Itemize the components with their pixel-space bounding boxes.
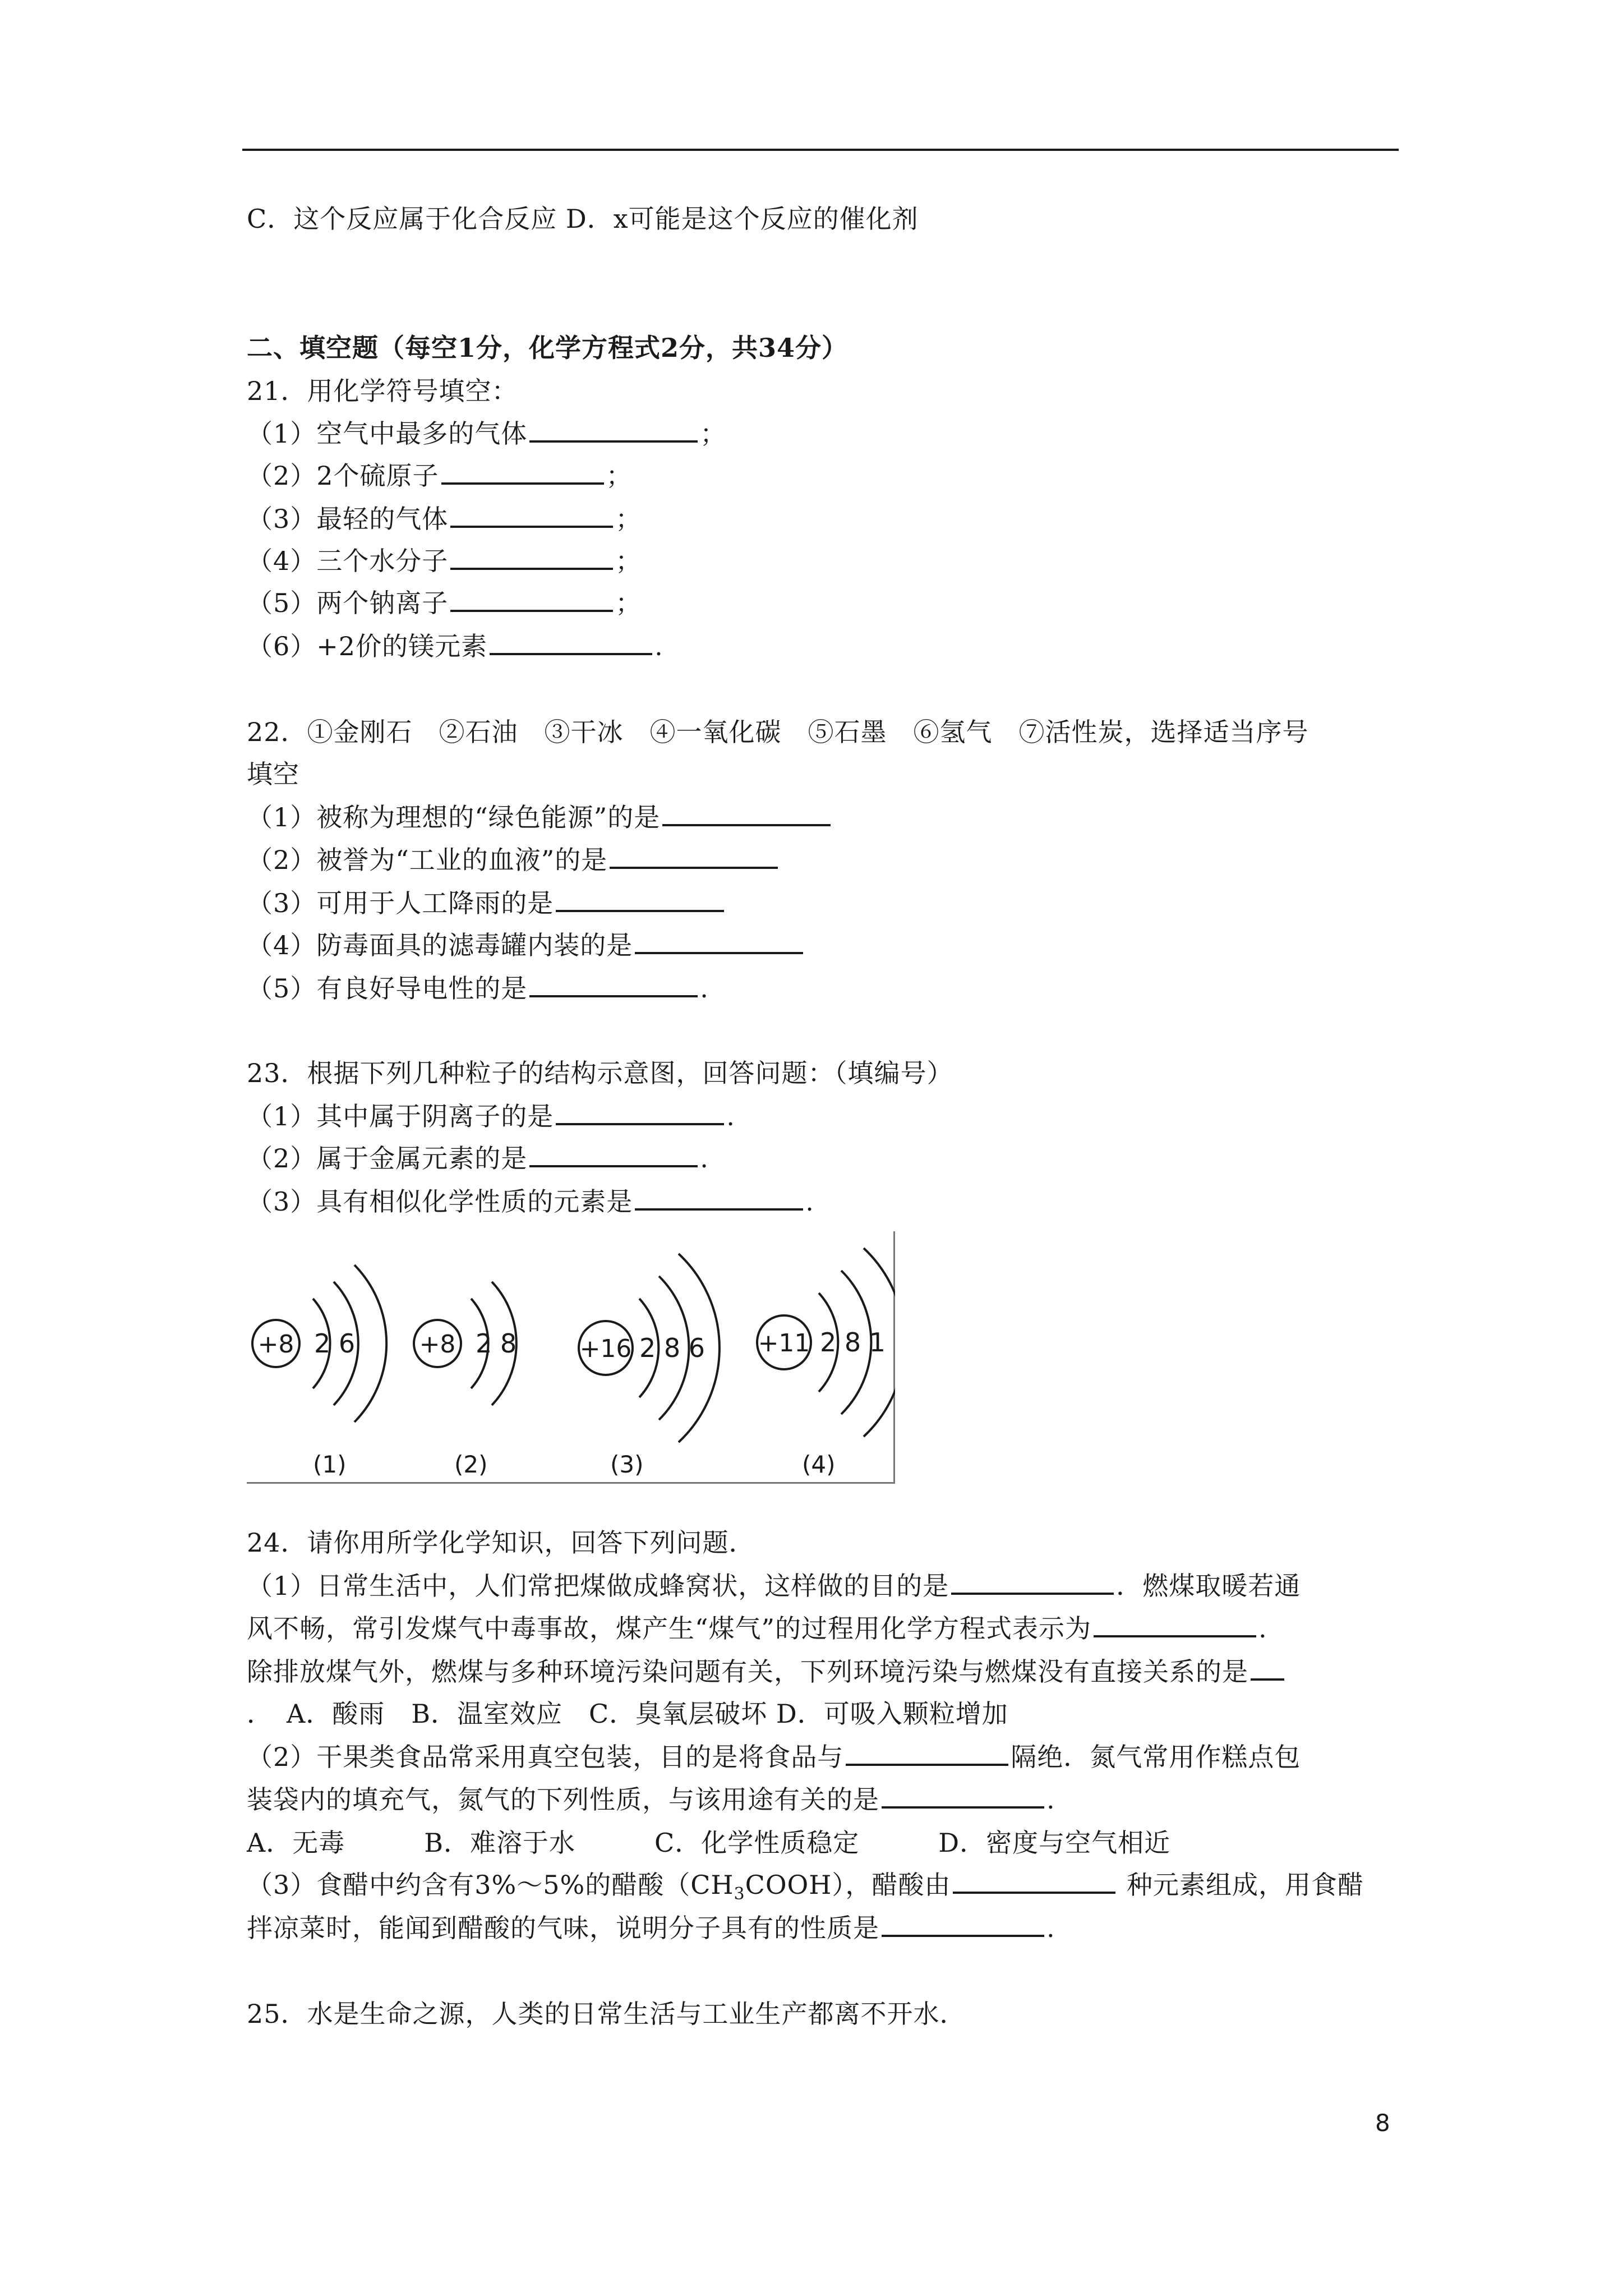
item-text: 装袋内的填充气，氮气的下列性质，与该用途有关的是 <box>247 1784 879 1815</box>
question-23-item-1 <box>247 1099 735 1133</box>
item-text: （2）2个硫原子 <box>247 461 439 491</box>
question-22-cont: 填空 <box>247 759 299 789</box>
item-text: （1）日常生活中，人们常把煤做成蜂窝状，这样做的目的是 <box>247 1571 949 1601</box>
option-line-cd: C．这个反应属于化合反应 D．x可能是这个反应的催化剂 <box>247 204 919 234</box>
question-21-item-4 <box>247 544 642 578</box>
answer-blank[interactable] <box>450 544 613 570</box>
electron-config: 2 8 6 <box>639 1333 706 1363</box>
answer-blank[interactable] <box>1251 1655 1284 1681</box>
item-text: 种元素组成，用食醋 <box>1118 1870 1364 1900</box>
nucleus-charge: +11 <box>758 1329 810 1358</box>
electron-config: 2 8 <box>476 1328 517 1359</box>
question-22-item-1 <box>247 800 833 834</box>
punct: . <box>700 973 709 1004</box>
answer-blank[interactable] <box>556 1099 724 1125</box>
item-text: 风不畅，常引发煤气中毒事故，煤产生“煤气”的过程用化学方程式表示为 <box>247 1613 1092 1644</box>
question-24-line-7: A．无毒 B．难溶于水 C．化学性质稳定 D．密度与空气相近 <box>247 1828 1171 1858</box>
figure-label: (1) <box>313 1451 347 1478</box>
question-24-line-6 <box>247 1783 1055 1816</box>
punct: . <box>1046 1913 1055 1943</box>
item-text: （1）其中属于阴离子的是 <box>247 1101 554 1131</box>
question-21: 21．用化学符号填空： <box>247 376 518 406</box>
question-25: 25．水是生命之源，人类的日常生活与工业生产都离不开水． <box>247 1999 966 2029</box>
item-text: （2）干果类食品常采用真空包装，目的是将食品与 <box>247 1742 844 1772</box>
question-24: 24．请你用所学化学知识，回答下列问题． <box>247 1527 755 1558</box>
question-22-item-4 <box>247 928 805 962</box>
question-24-line-8 <box>247 1868 1364 1911</box>
question-23-item-2 <box>247 1142 709 1175</box>
question-24-line-2 <box>247 1612 1267 1645</box>
electron-config: 2 8 1 <box>820 1327 886 1358</box>
nucleus-charge: +16 <box>579 1335 632 1363</box>
punct: ； <box>615 546 642 576</box>
question-24-line-1 <box>247 1569 1301 1603</box>
item-text: 拌凉菜时，能闻到醋酸的气味，说明分子具有的性质是 <box>247 1913 879 1943</box>
answer-blank[interactable] <box>846 1740 1008 1766</box>
punct: . <box>1258 1613 1267 1644</box>
answer-blank[interactable] <box>529 417 698 443</box>
atom-diagrams <box>247 1231 895 1484</box>
answer-blank[interactable] <box>635 928 803 954</box>
question-22-item-3 <box>247 886 726 920</box>
answer-blank[interactable] <box>610 843 778 869</box>
punct: ； <box>615 504 642 534</box>
item-text: （3）可用于人工降雨的是 <box>247 888 554 918</box>
question-23: 23．根据下列几种粒子的结构示意图，回答问题：（填编号） <box>247 1058 953 1088</box>
item-text: （3）食醋中约含有3%～5%的醋酸（CH <box>247 1870 734 1900</box>
question-23-item-3 <box>247 1185 814 1218</box>
nucleus-charge: +8 <box>419 1330 456 1359</box>
figure-label: (3) <box>610 1451 644 1478</box>
item-text: （5）有良好导电性的是 <box>247 973 528 1004</box>
header-rule <box>242 149 1399 151</box>
answer-blank[interactable] <box>450 502 613 528</box>
punct: . <box>726 1101 735 1131</box>
figure-label: (2) <box>454 1451 488 1478</box>
punct: ； <box>700 418 727 449</box>
item-text: （2）属于金属元素的是 <box>247 1143 528 1174</box>
item-text: （1）空气中最多的气体 <box>247 418 528 449</box>
question-24-line-5 <box>247 1740 1301 1774</box>
question-21-item-1 <box>247 417 726 450</box>
question-22: 22．①金刚石 ②石油 ③干冰 ④一氧化碳 ⑤石墨 ⑥氢气 ⑦活性炭，选择适当序号 <box>247 717 1309 747</box>
punct: . <box>654 631 663 661</box>
answer-blank[interactable] <box>951 1569 1114 1595</box>
question-24-line-4: ． A．酸雨 B．温室效应 C．臭氧层破坏 D．可吸入颗粒增加 <box>247 1699 1008 1729</box>
question-21-item-3 <box>247 502 642 536</box>
question-24-line-3 <box>247 1655 1287 1688</box>
page-number: 8 <box>1375 2109 1390 2137</box>
item-text: ．燃煤取暖若通 <box>1116 1571 1301 1601</box>
item-text: 除排放煤气外，燃煤与多种环境污染问题有关，下列环境污染与燃煤没有直接关系的是 <box>247 1657 1248 1687</box>
answer-blank[interactable] <box>662 800 831 826</box>
punct: . <box>805 1186 814 1217</box>
item-text: （3）具有相似化学性质的元素是 <box>247 1186 633 1217</box>
item-text: COOH），醋酸由 <box>745 1870 951 1900</box>
answer-blank[interactable] <box>490 629 652 655</box>
item-text: （6）+2价的镁元素 <box>247 631 488 661</box>
answer-blank[interactable] <box>1094 1612 1256 1637</box>
answer-blank[interactable] <box>882 1783 1044 1809</box>
item-text: 隔绝．氮气常用作糕点包 <box>1011 1742 1301 1772</box>
item-text: （4）防毒面具的滤毒罐内装的是 <box>247 930 633 960</box>
answer-blank[interactable] <box>450 586 613 612</box>
answer-blank[interactable] <box>635 1185 803 1211</box>
item-text: （1）被称为理想的“绿色能源”的是 <box>247 802 661 832</box>
question-22-item-5 <box>247 972 709 1005</box>
question-21-item-5 <box>247 586 642 620</box>
answer-blank[interactable] <box>529 972 698 997</box>
punct: ； <box>606 461 633 491</box>
item-text: （5）两个钠离子 <box>247 588 449 618</box>
answer-blank[interactable] <box>953 1868 1115 1894</box>
figure-label: (4) <box>802 1451 836 1478</box>
section-title: 二、填空题（每空1分，化学方程式2分，共34分） <box>247 333 849 363</box>
atom-structure-figure <box>247 1231 895 1484</box>
question-21-item-2 <box>247 459 633 493</box>
question-21-item-6 <box>247 629 663 663</box>
subscript: 3 <box>734 1884 745 1904</box>
answer-blank[interactable] <box>556 886 724 912</box>
question-22-item-2 <box>247 843 780 877</box>
item-text: （2）被誉为“工业的血液”的是 <box>247 845 608 875</box>
answer-blank[interactable] <box>441 459 604 485</box>
electron-config: 2 6 <box>314 1328 356 1359</box>
item-text: （3）最轻的气体 <box>247 504 449 534</box>
nucleus-charge: +8 <box>257 1330 294 1359</box>
question-24-line-9 <box>247 1911 1055 1945</box>
punct: . <box>1046 1784 1055 1815</box>
punct: ； <box>615 588 642 618</box>
item-text: （4）三个水分子 <box>247 546 449 576</box>
answer-blank[interactable] <box>529 1142 698 1167</box>
answer-blank[interactable] <box>882 1911 1044 1937</box>
punct: . <box>700 1143 709 1174</box>
